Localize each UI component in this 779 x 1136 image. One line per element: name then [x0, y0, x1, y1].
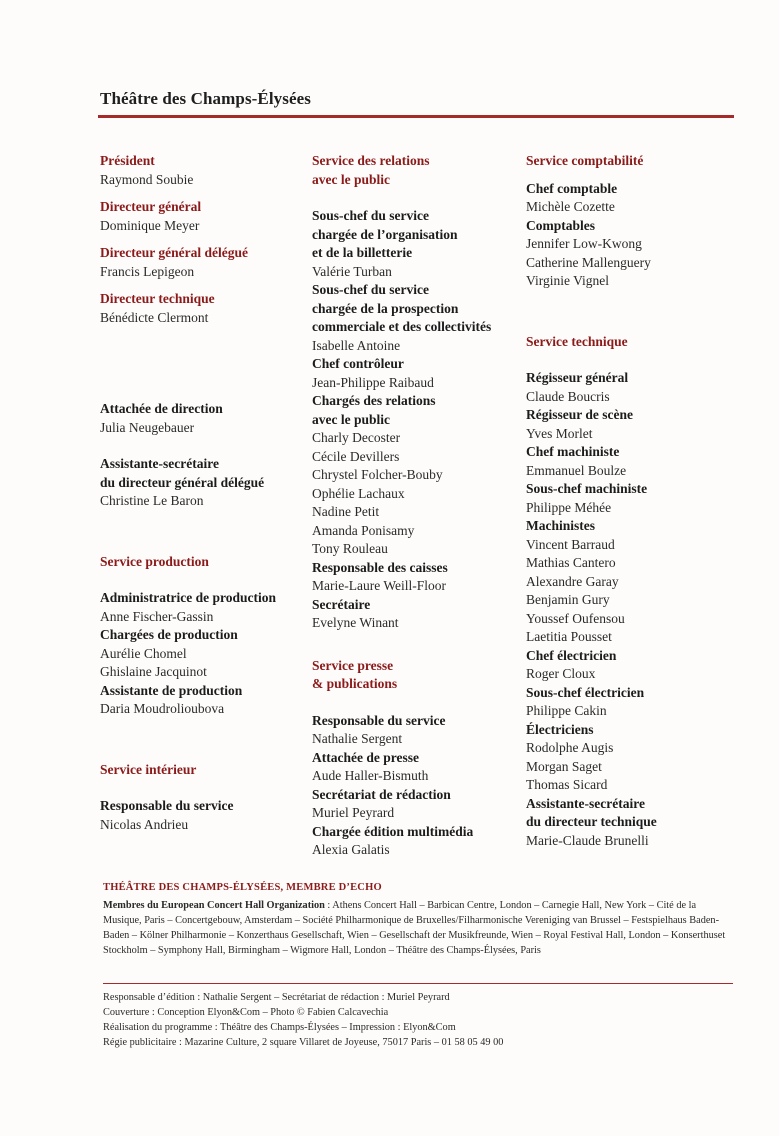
person-name: Philippe Méhée	[526, 499, 612, 515]
role-title: Électriciens	[526, 721, 594, 737]
person-name: Mathias Cantero	[526, 555, 616, 570]
role-title: Président	[100, 153, 155, 168]
role-title: commerciale et des collectivités	[312, 319, 492, 334]
person-name: Claude Boucris	[526, 388, 610, 404]
person-name: Ghislaine Jacquinot	[100, 664, 207, 679]
role-title: Attachée de presse	[312, 749, 419, 765]
person-name: Marie-Laure Weill-Floor	[312, 578, 446, 593]
section-heading: avec le public	[312, 171, 390, 187]
person-name: Virginie Vignel	[526, 273, 609, 288]
role-title: Sous-chef du service	[312, 282, 429, 297]
spacer	[100, 189, 300, 198]
person-name: Nathalie Sergent	[312, 731, 403, 746]
role-title: Chargés des relations	[312, 393, 436, 408]
role-title: Responsable du service	[100, 798, 234, 813]
spacer	[100, 437, 300, 455]
person-name: Rodolphe Augis	[526, 740, 614, 755]
role-title: avec le public	[312, 411, 390, 427]
spacer	[100, 327, 300, 400]
footer-rule	[103, 983, 733, 984]
role-title: Chef machiniste	[526, 444, 620, 459]
spacer	[312, 633, 517, 657]
spacer	[526, 291, 736, 333]
echo-members-text: : Athens Concert Hall – Barbican Centre, London – Carnegie Hall, New York – Cité de la Musique, Paris – Concertgebouw, Amsterdam – Société Philharmonique de Bruxelles/Filharmonische Vereniging van Brussel – Festspielhaus Baden-Baden – Kölner Philharmonie – Konzerthaus Gesellschaft, Wien – Gesellschaft der Musikfreunde, Wien – Royal Festival Hall, London – Konserthuset Stockholm – Symphony Hall, Birmingham – Wigmore Hall, London – Théâtre des Champs-Élysées, Paris	[103, 900, 726, 956]
person-name: Valérie Turban	[312, 263, 392, 279]
echo-members	[103, 898, 733, 958]
role-title: Comptables	[526, 217, 596, 233]
person-name: Nadine Petit	[312, 504, 380, 519]
person-name: Cécile Devillers	[312, 448, 400, 464]
person-name: Thomas Sicard	[526, 777, 608, 792]
role-title: Responsable des caisses	[312, 559, 448, 575]
person-name: Jennifer Low-Kwong	[526, 236, 642, 251]
spacer	[312, 189, 517, 207]
staff-column-2	[312, 152, 517, 860]
person-name: Marie-Claude Brunelli	[526, 832, 649, 848]
person-name: Jean-Philippe Raibaud	[312, 374, 434, 390]
person-name: Catherine Mallenguery	[526, 254, 651, 270]
spacer	[312, 694, 517, 712]
person-name: Vincent Barraud	[526, 536, 615, 552]
person-name: Benjamin Gury	[526, 592, 610, 607]
person-name: Dominique Meyer	[100, 217, 200, 233]
credit-line: Couverture : Conception Elyon&Com – Photo © Fabien Calcavechia	[103, 1007, 389, 1018]
role-title: Administratrice de production	[100, 590, 276, 605]
role-title: Secrétariat de rédaction	[312, 786, 451, 802]
person-name: Christine Le Baron	[100, 493, 204, 508]
credit-line: Régie publicitaire : Mazarine Culture, 2 square Villaret de Joyeuse, 75017 Paris – 01 58 05 49 00	[103, 1037, 504, 1048]
person-name: Muriel Peyrard	[312, 805, 395, 820]
section-heading: Service production	[100, 553, 209, 569]
role-title: Directeur général	[100, 199, 202, 214]
spacer	[100, 235, 300, 244]
person-name: Michèle Cozette	[526, 199, 615, 214]
person-name: Morgan Saget	[526, 758, 602, 774]
section-heading: Service presse	[312, 657, 394, 673]
echo-heading: THÉÂTRE DES CHAMPS-ÉLYSÉES, MEMBRE D’ECHO	[103, 882, 382, 893]
person-name: Philippe Cakin	[526, 703, 607, 718]
person-name: Aude Haller-Bismuth	[312, 768, 429, 783]
person-name: Amanda Ponisamy	[312, 522, 415, 538]
role-title: Chargées de production	[100, 627, 238, 642]
section-heading: Service comptabilité	[526, 153, 644, 168]
role-title: Sous-chef du service	[312, 208, 429, 223]
role-title: Chef contrôleur	[312, 356, 404, 371]
spacer	[100, 779, 300, 797]
person-name: Julia Neugebauer	[100, 419, 195, 435]
person-name: Isabelle Antoine	[312, 337, 401, 353]
echo-members-label: Membres du European Concert Hall Organization	[103, 900, 325, 911]
person-name: Evelyne Winant	[312, 615, 399, 630]
role-title: Directeur général délégué	[100, 245, 248, 260]
person-name: Tony Rouleau	[312, 541, 388, 556]
role-title: du directeur technique	[526, 814, 657, 829]
person-name: Francis Lepigeon	[100, 263, 195, 279]
role-title: Assistante de production	[100, 682, 243, 698]
spacer	[100, 719, 300, 761]
person-name: Ophélie Lachaux	[312, 485, 405, 501]
staff-column-1	[100, 152, 300, 834]
person-name: Anne Fischer-Gassin	[100, 608, 214, 624]
section-heading: & publications	[312, 676, 398, 691]
section-heading: Service intérieur	[100, 761, 197, 777]
person-name: Laetitia Pousset	[526, 629, 612, 644]
role-title: Chef électricien	[526, 647, 617, 663]
spacer	[526, 351, 736, 369]
spacer	[100, 281, 300, 290]
role-title: Régisseur de scène	[526, 407, 633, 422]
section-heading: Service des relations	[312, 153, 430, 168]
person-name: Nicolas Andrieu	[100, 816, 189, 832]
role-title: Machinistes	[526, 518, 595, 533]
role-title: Régisseur général	[526, 370, 629, 385]
role-title: et de la billetterie	[312, 245, 413, 260]
role-title: Attachée de direction	[100, 401, 223, 416]
person-name: Chrystel Folcher-Bouby	[312, 467, 443, 482]
role-title: Responsable du service	[312, 712, 446, 728]
credit-line: Responsable d’édition : Nathalie Sergent – Secrétariat de rédaction : Muriel Peyrard	[103, 992, 450, 1003]
section-heading: Service technique	[526, 333, 628, 349]
person-name: Raymond Soubie	[100, 171, 194, 187]
person-name: Alexia Galatis	[312, 842, 390, 857]
role-title: Sous-chef machiniste	[526, 481, 648, 496]
role-title: Assistante-secrétaire	[100, 456, 219, 471]
role-title: Secrétaire	[312, 596, 371, 612]
person-name: Charly Decoster	[312, 430, 401, 445]
person-name: Bénédicte Clermont	[100, 309, 209, 325]
spacer	[100, 511, 300, 553]
person-name: Roger Cloux	[526, 666, 596, 681]
title-rule	[98, 115, 734, 118]
person-name: Alexandre Garay	[526, 573, 619, 589]
role-title: Sous-chef électricien	[526, 684, 645, 700]
person-name: Aurélie Chomel	[100, 645, 187, 661]
credit-line: Réalisation du programme : Théâtre des Champs-Élysées – Impression : Elyon&Com	[103, 1022, 456, 1033]
credits	[103, 990, 733, 1050]
spacer	[526, 171, 736, 180]
person-name: Youssef Oufensou	[526, 610, 625, 626]
person-name: Emmanuel Boulze	[526, 462, 627, 478]
spacer	[100, 571, 300, 589]
person-name: Daria Moudrolioubova	[100, 701, 225, 716]
person-name: Yves Morlet	[526, 425, 593, 441]
role-title: Chef comptable	[526, 180, 618, 196]
staff-column-3	[526, 152, 736, 850]
page-title: Théâtre des Champs-Élysées	[100, 89, 312, 108]
role-title: chargée de la prospection	[312, 300, 459, 316]
role-title: Chargée édition multimédia	[312, 823, 474, 839]
role-title: Directeur technique	[100, 291, 215, 306]
role-title: du directeur général délégué	[100, 474, 265, 490]
role-title: Assistante-secrétaire	[526, 795, 645, 811]
role-title: chargée de l’organisation	[312, 226, 458, 242]
